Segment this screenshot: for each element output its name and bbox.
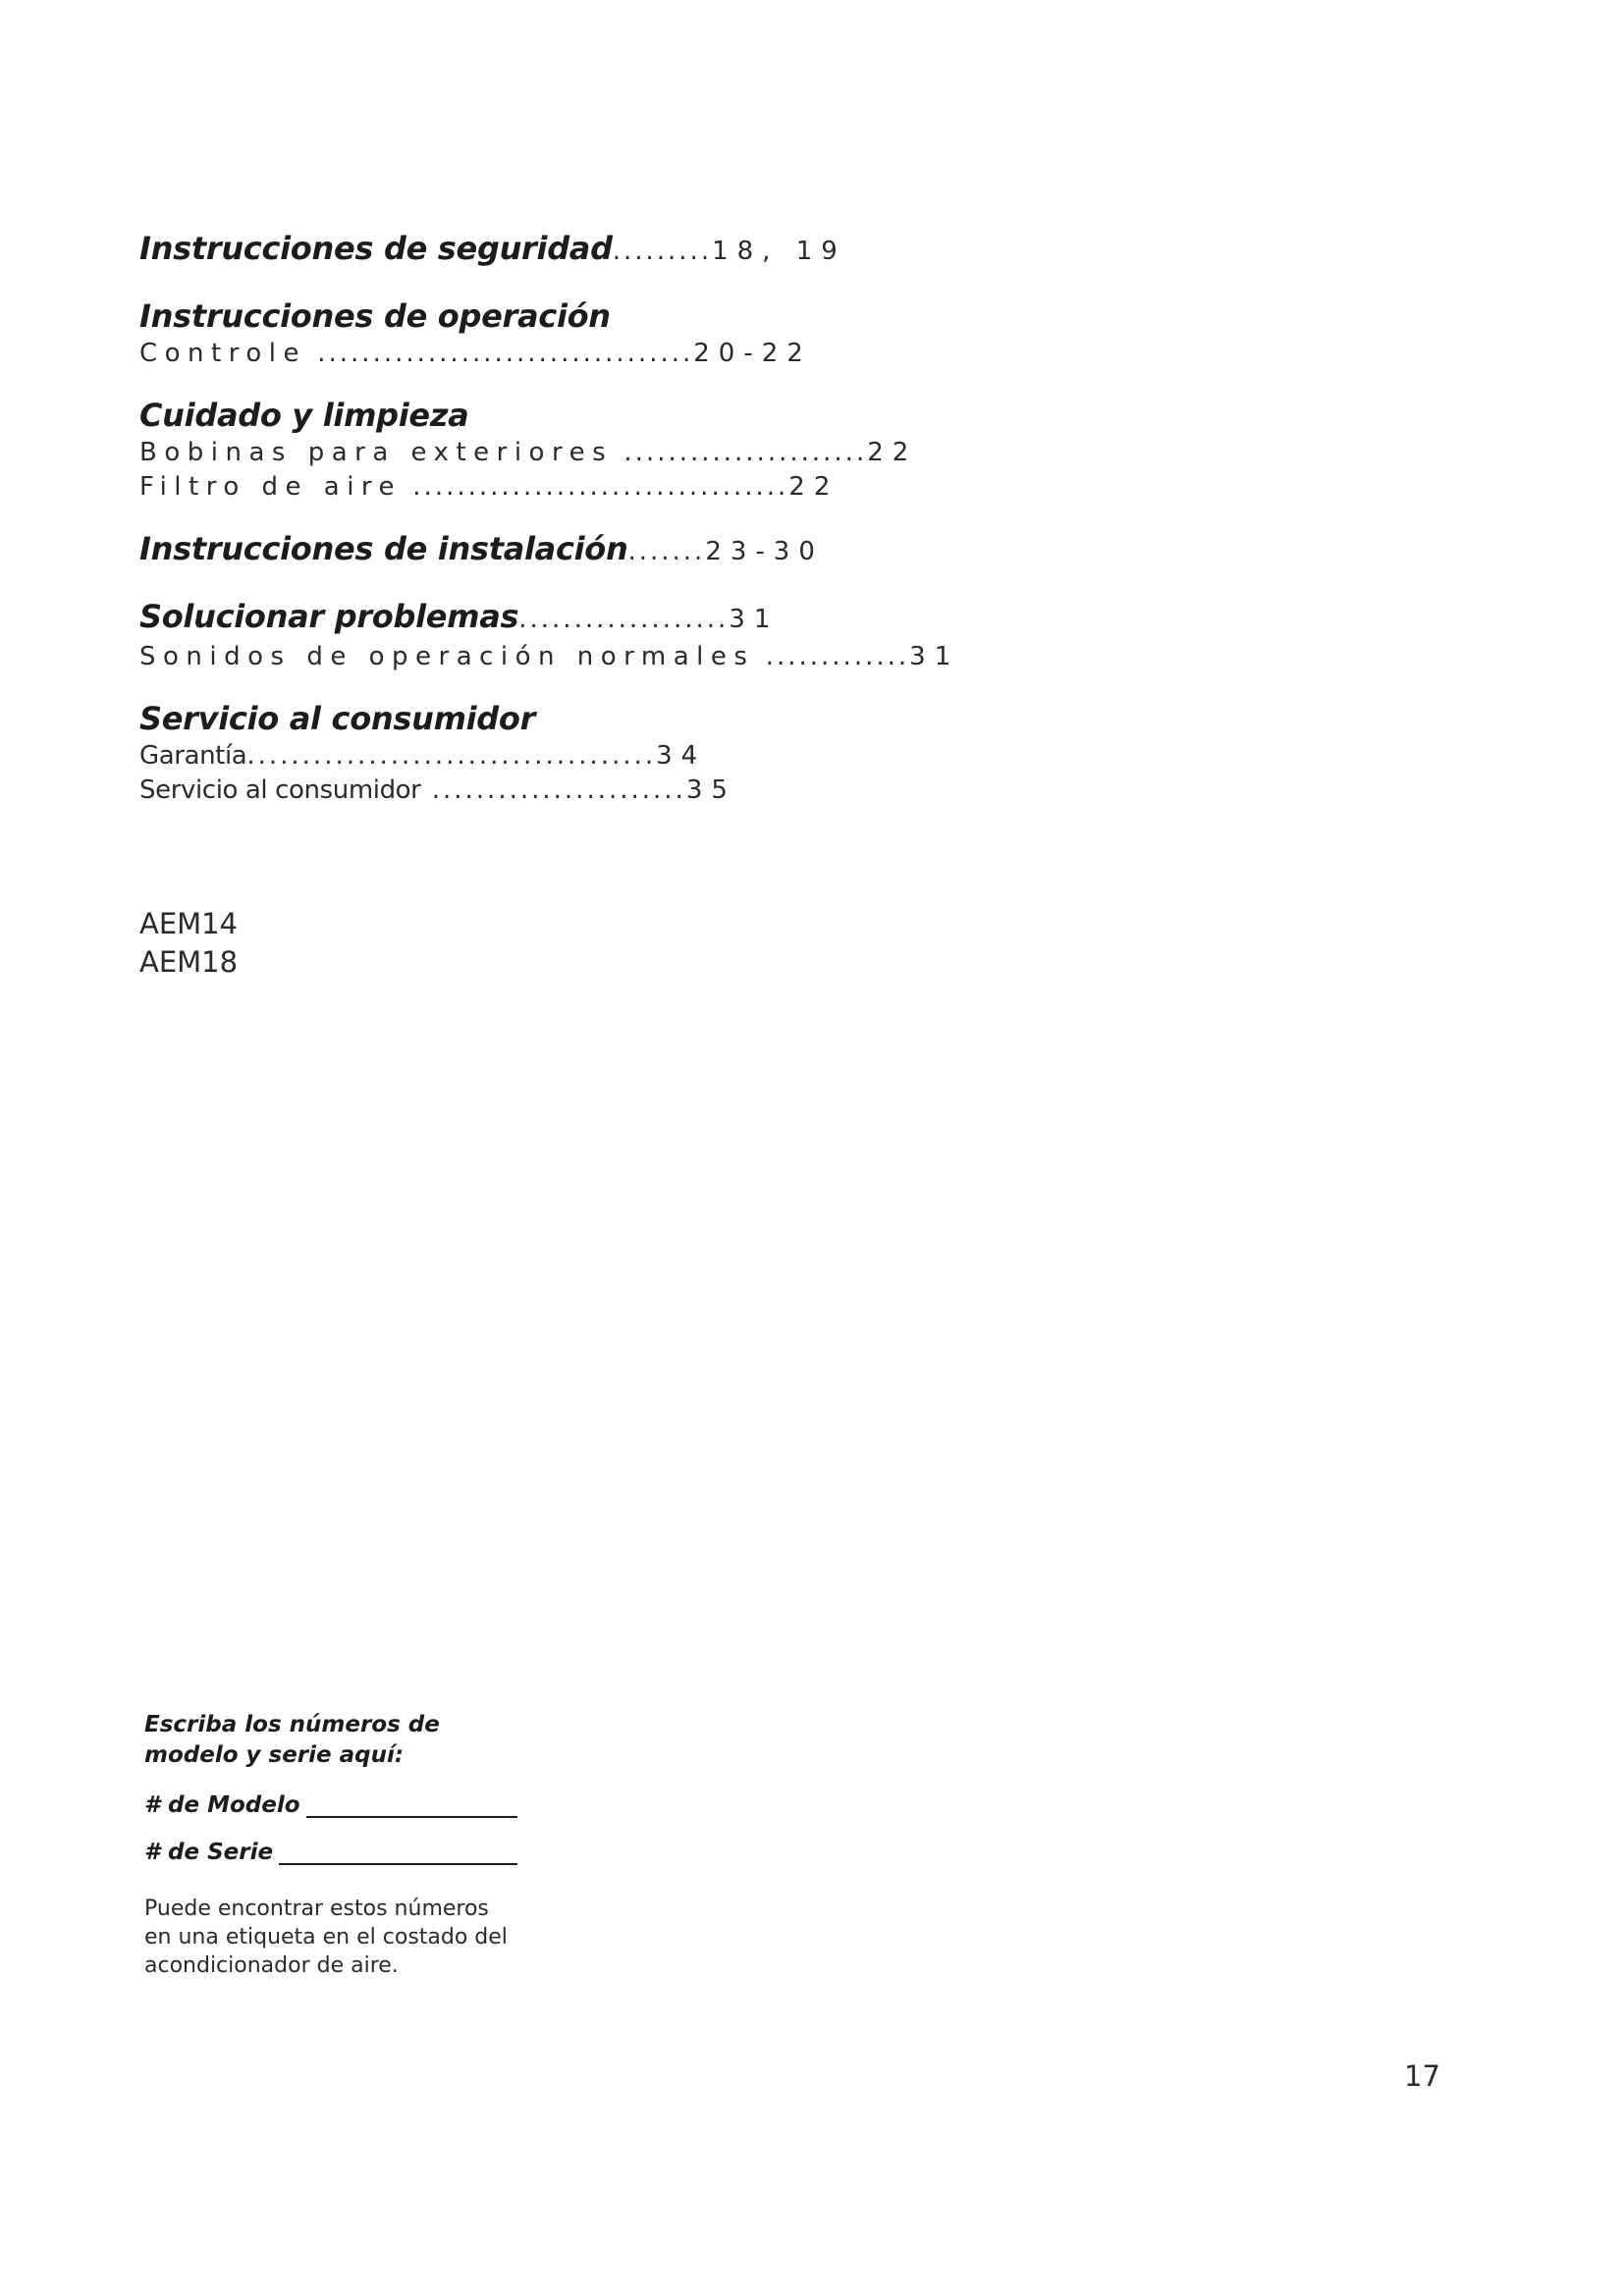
toc-section-seguridad: [139, 228, 925, 272]
model-number: AEM18: [139, 945, 239, 979]
toc-heading: [139, 698, 925, 739]
toc-entry-label: Filtro de aire: [139, 472, 403, 502]
page-reference: 20-22: [693, 339, 812, 368]
serial-number-label: # de Serie: [144, 1840, 274, 1865]
toc-heading: [139, 596, 925, 640]
toc-heading: [139, 228, 925, 272]
toc-heading: [139, 295, 925, 337]
page-reference: 35: [685, 775, 736, 805]
toc-entry: [139, 470, 925, 505]
record-note: Puede encontrar estos números en una etiqueta en el costado del acondicionador de aire.: [144, 1896, 508, 1978]
toc-entry: [139, 436, 925, 470]
model-number-label: # de Modelo: [144, 1792, 300, 1818]
page-reference: 31: [909, 642, 960, 671]
toc-section-problemas: [139, 596, 960, 674]
toc-heading: [139, 528, 925, 572]
toc-section-cuidado: [139, 395, 925, 505]
leader-dots: ..................................: [402, 472, 789, 502]
page-reference: 34: [656, 741, 707, 771]
toc-heading-text: Cuidado y limpieza: [139, 397, 469, 434]
leader-dots: .........: [612, 237, 713, 266]
page-reference: 31: [729, 605, 780, 634]
toc-entry-label: Controle: [139, 339, 306, 368]
leader-dots: ..................................: [305, 339, 694, 368]
leader-dots: .............: [754, 642, 910, 671]
toc-entry: [139, 774, 925, 808]
leader-dots: .......: [627, 537, 706, 566]
leader-dots: ...................: [518, 605, 730, 634]
toc-entry: [139, 739, 925, 774]
page-reference: 23-30: [705, 537, 824, 566]
toc-section-operacion: [139, 295, 925, 371]
model-number-blank-line: [306, 1796, 517, 1818]
page-reference: 18, 19: [712, 237, 846, 266]
toc-heading-text: Servicio al consumidor: [139, 700, 536, 737]
page-reference: 22: [788, 472, 839, 502]
toc-heading-text: Solucionar problemas: [139, 598, 519, 635]
toc-entry-label: Servicio al consumidor: [139, 775, 421, 805]
model-number-field: [144, 1792, 517, 1818]
model-list: [139, 905, 238, 982]
page-number: 17: [1404, 2059, 1440, 2093]
toc-entry-label: Garantía: [139, 741, 247, 771]
record-numbers-box: [144, 1710, 517, 1980]
table-of-contents: [139, 228, 960, 831]
toc-heading-text: Instrucciones de seguridad: [139, 230, 613, 267]
leader-dots: .....................................: [246, 741, 657, 771]
toc-heading-text: Instrucciones de instalación: [139, 530, 628, 567]
toc-heading: [139, 395, 925, 436]
record-title: Escriba los números de modelo y serie aquí:: [144, 1712, 440, 1768]
toc-heading-text: Instrucciones de operación: [139, 297, 611, 335]
leader-dots: ......................: [613, 438, 868, 467]
toc-entry-label: Sonidos de operación normales: [139, 642, 755, 671]
serial-number-blank-line: [279, 1843, 517, 1865]
toc-section-servicio: [139, 698, 925, 808]
toc-section-instalacion: [139, 528, 925, 572]
leader-dots: .......................: [420, 775, 686, 805]
toc-entry: [139, 640, 960, 674]
toc-entry-label: Bobinas para exteriores: [139, 438, 614, 467]
page-reference: 22: [867, 438, 918, 467]
model-number: AEM14: [139, 907, 239, 940]
serial-number-field: [144, 1840, 517, 1865]
toc-entry: [139, 337, 925, 371]
